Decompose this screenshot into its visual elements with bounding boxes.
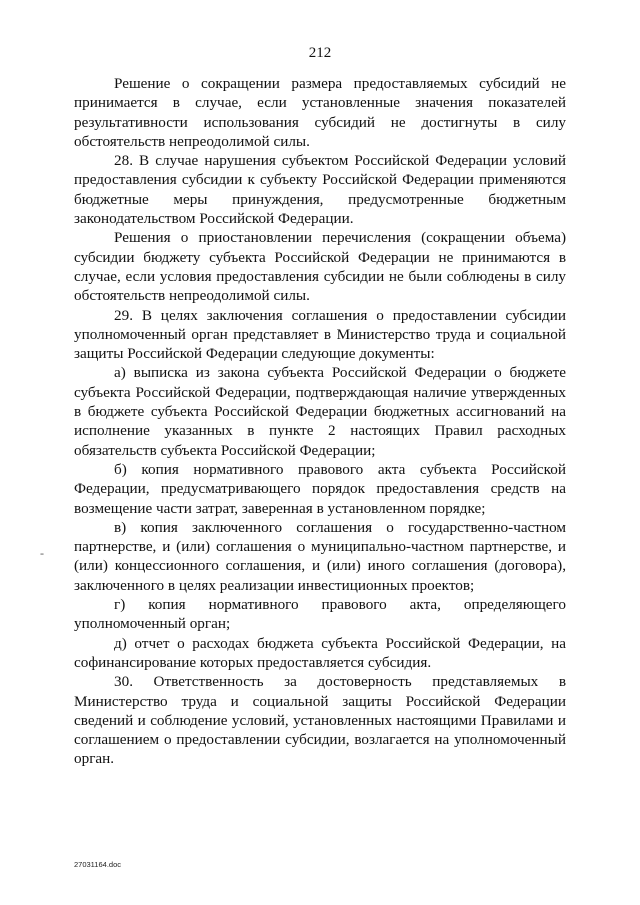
page-number: 212 xyxy=(308,45,332,61)
footer-doc-id: 27031164.doc xyxy=(74,860,121,869)
paragraph-30: 30. Ответственность за достоверность представляемых в Министерство труда и социальной защиты Российской Федерации сведений и соблюдение условий, установленных настоящими Правилами и соглашением о предоставлении субсидии, возлагается на уполномоченный орган. xyxy=(74,673,566,768)
list-item-g: г) копия нормативного правового акта, определяющего уполномоченный орган; xyxy=(74,596,566,633)
list-item-b: б) копия нормативного правового акта субъекта Российской Федерации, предусматривающего порядок предоставления средств на возмещение части затрат, заверенная в установленном порядке; xyxy=(74,460,566,517)
list-item-d: д) отчет о расходах бюджета субъекта Российской Федерации, на софинансирование которых предоставляется субсидия. xyxy=(74,634,566,671)
margin-mark: - xyxy=(40,546,44,560)
paragraph-subsidy-reduction: Решение о сокращении размера предоставляемых субсидий не принимается в случае, если установленные значения показателей результативности использования субсидий не достигнуты в силу обстоятельств непреодолимой силы. xyxy=(74,75,566,150)
paragraph-28: 28. В случае нарушения субъектом Российской Федерации условий предоставления субсидии к субъекту Российской Федерации применяются бюджетные меры принуждения, предусмотренные бюджетным законодательством Российской Федерации. xyxy=(74,152,566,228)
list-item-a: а) выписка из закона субъекта Российской Федерации о бюджете субъекта Российской Федерации, подтверждающая наличие утвержденных в бюджете субъекта Российской Федерации бюджетных ассигнований на исполнение указанных в пункте 2 настоящих Правил расходных обязательств субъекта Российской Федерации; xyxy=(74,364,566,459)
paragraph-suspension: Решения о приостановлении перечисления (сокращении объема) субсидии бюджету субъекта Российской Федерации не принимаются в случае, если условия предоставления субсидии не были соблюдены в силу обстоятельств непреодолимой силы. xyxy=(74,229,566,305)
paragraph-29: 29. В целях заключения соглашения о предоставлении субсидии уполномоченный орган представляет в Министерство труда и социальной защиты Российской Федерации следующие документы: xyxy=(74,306,566,363)
list-item-v: в) копия заключенного соглашения о государственно-частном партнерстве, и (или) соглашения о муниципально-частном партнерстве, и (или) концессионного соглашения, и (или) иного соглашения (договора), заключенного в целях реализации инвестиционных проектов; xyxy=(74,518,566,594)
document-body xyxy=(74,74,566,769)
